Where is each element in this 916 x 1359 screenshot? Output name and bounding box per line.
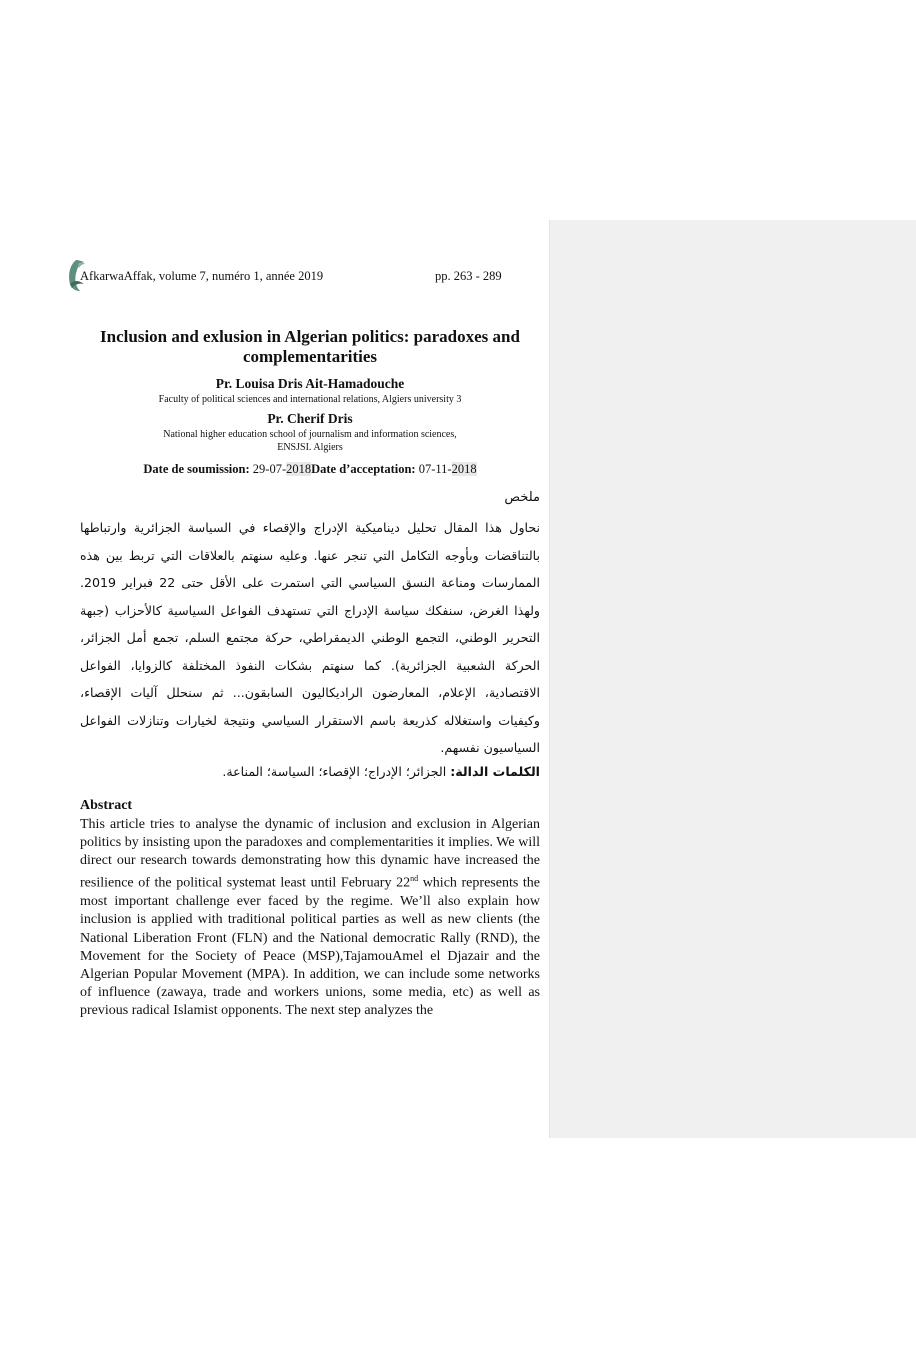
author-name: Pr. Cherif Dris — [267, 411, 353, 426]
acceptance-date: 07-11-2018 — [418, 462, 477, 476]
page-range: pp. 263 - 289 — [435, 269, 502, 283]
author-affiliation: Faculty of political sciences and international relations, Algiers university 3 — [158, 394, 462, 405]
journal-citation: AfkarwaAffak, volume 7, numéro 1, année 2019 — [80, 269, 324, 283]
author-name: Pr. Louisa Dris Ait-Hamadouche — [215, 376, 405, 391]
abstract-heading: Abstract — [80, 798, 133, 813]
running-header — [66, 258, 541, 292]
author-affiliation: ENSJSI. Algiers — [277, 442, 343, 453]
submission-dates — [80, 462, 540, 477]
comment-margin-pane — [549, 220, 916, 1138]
submission-date: 29-07-2018 — [252, 462, 312, 476]
arabic-abstract-heading: ملخص — [504, 490, 540, 505]
submission-label: Date de soumission: — [143, 462, 250, 476]
arabic-abstract-body: نحاول هذا المقال تحليل ديناميكية الإدراج والإقصاء في السياسة الجزائرية وارتباطها بالتناقضات وبأوجه التكامل التي تنجر عنها. وعليه سنهتم بالعلاقات التي تربط بين هذه الممارسات ومناعة النسق السياسي التي استمرت على الأقل حتى 22 فبراير 2019. ولهذا الغرض، سنفكك سياسة الإدراج التي تستهدف الفواعل السياسية كالأحزاب (جبهة التحرير الوطني، التجمع الوطني الديمقراطي، حركة مجتمع السلم، تجمع أمل الجزائر، الحركة الشعبية الجزائرية). كما سنهتم بشكات النفوذ المختلفة كالزوايا، الفواعل الاقتصادية، الإعلام، المعارضون الراديكاليون السابقون... ثم سنحلل آليات الإقصاء، وكيفيات واستغلاله كذريعة باسم الاستقرار السياسي ونتيجة لخيارات وتنازلات الفواعل السياسيون نفسهم. — [80, 520, 540, 755]
abstract-body: This article tries to analyse the dynamic of inclusion and exclusion in Algerian politics by insisting upon the paradoxes and complementarities it implies. We will direct our research towards demonstrating how this dynamic have increased the resilience of the political systemat least until February 22nd which represents the most important challenge ever faced by the regime. We’ll also explain how inclusion is applied with traditional political parties as well as new clients (the National Liberation Front (FLN) and the National democratic Rally (RND), the Movement for the Society of Peace (MSP),TajamouAmel el Djazair and the Algerian Popular Movement (MPA). In addition, we can include some networks of influence (zawaya, trade and workers unions, some media, etc) as well as previous radical Islamist opponents. The next step analyzes the — [80, 817, 540, 1019]
acceptance-label: Date d’acceptation: — [311, 462, 416, 476]
arabic-keywords-label: الكلمات الدالة: — [450, 764, 540, 779]
article-title: Inclusion and exlusion in Algerian politics: paradoxes and complementarities — [100, 327, 520, 366]
author-affiliation: National higher education school of journalism and information sciences, — [163, 429, 457, 440]
arabic-keywords-list: الجزائر؛ الإدراج؛ الإقصاء؛ السياسة؛ المناعة. — [222, 764, 447, 779]
arabic-keywords — [80, 764, 540, 779]
